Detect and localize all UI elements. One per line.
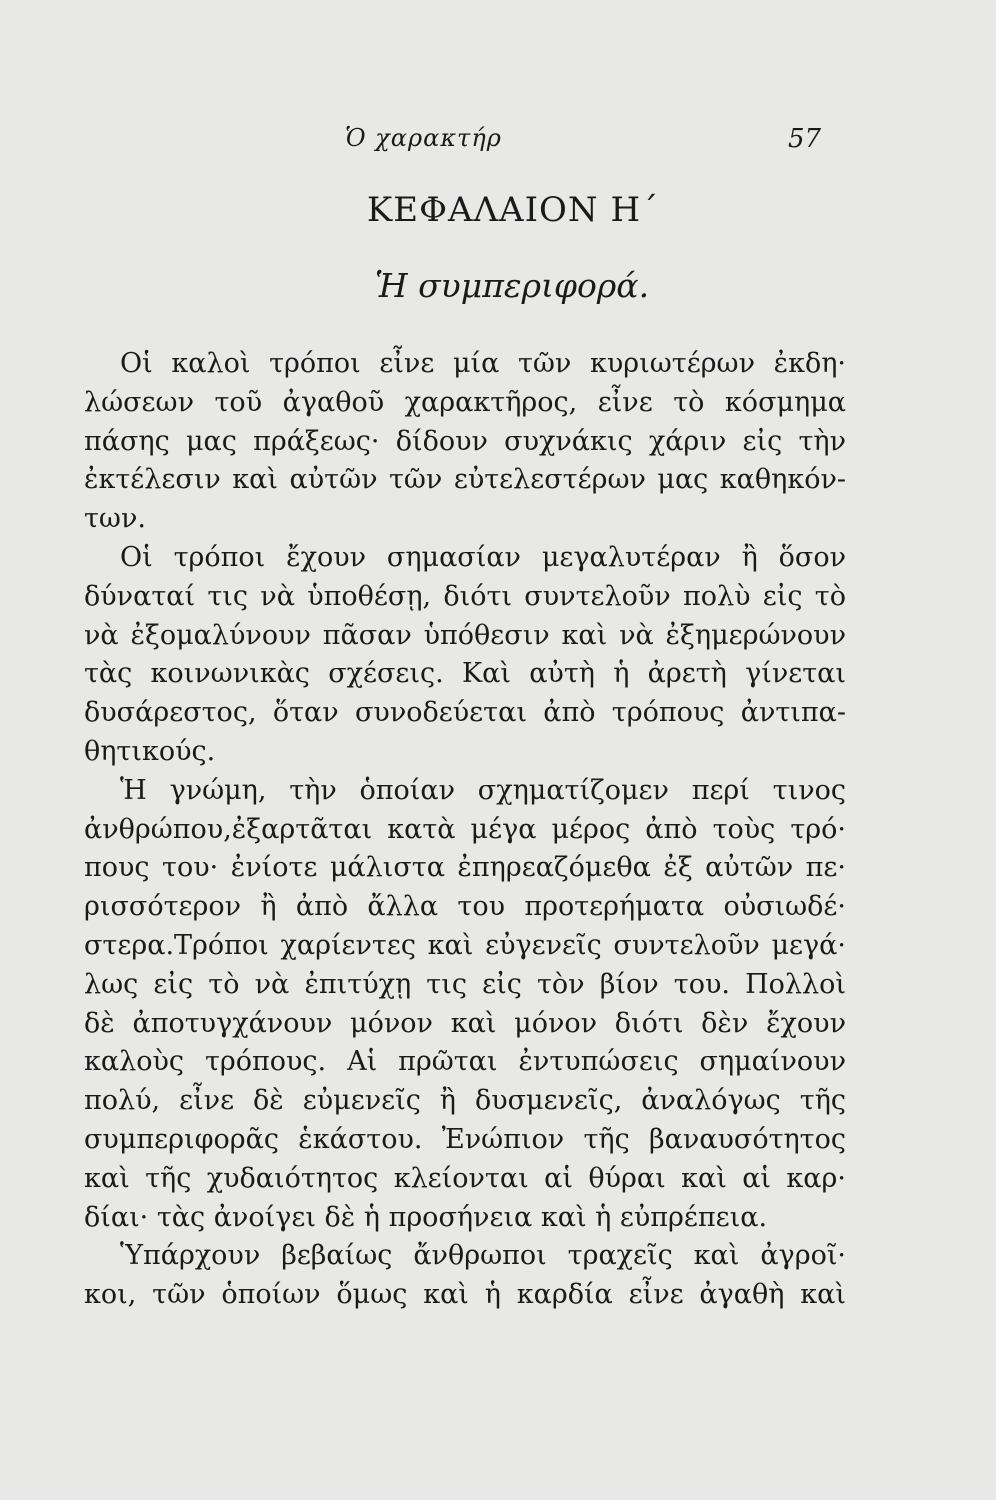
text-line: λώσεων τοῦ ἀγαθοῦ χαρακτῆρος, εἶνε τὸ κόσμημα — [84, 386, 846, 418]
page-number: 57 — [788, 124, 822, 154]
text-line: θητικούς. — [84, 735, 216, 767]
text-line: ἐκτέλεσιν καὶ αὐτῶν τῶν εὐτελεστέρων μας καθηκόν- — [84, 464, 846, 496]
text-line: Ἡ γνώμη, τὴν ὁποίαν σχηματίζομεν περί τινος — [120, 774, 846, 806]
text-line: συμπεριφορᾶς ἑκάστου. Ἐνώπιον τῆς βαναυσότητος — [84, 1123, 846, 1155]
text-line: λως εἰς τὸ νὰ ἐπιτύχῃ τις εἰς τὸν βίον του. Πολλοὶ — [84, 968, 846, 1000]
text-line: πολύ, εἶνε δὲ εὐμενεῖς ἢ δυσμενεῖς, ἀναλόγως τῆς — [84, 1085, 846, 1117]
text-line: δυσάρεστος, ὅταν συνοδεύεται ἀπὸ τρόπους ἀντιπα- — [84, 697, 846, 729]
running-title: Ὁ χαρακτήρ — [345, 124, 502, 152]
text-line: Οἱ καλοὶ τρόποι εἶνε μία τῶν κυριωτέρων ἐκδη· — [120, 348, 846, 379]
text-line: Οἱ τρόποι ἔχουν σημασίαν μεγαλυτέραν ἢ ὅσον — [120, 541, 846, 573]
text-line: νὰ ἐξομαλύνουν πᾶσαν ὑπόθεσιν καὶ νὰ ἐξημερώνουν — [84, 619, 846, 651]
text-line: Ὑπάρχουν βεβαίως ἄνθρωποι τραχεῖς καὶ ἀγροῖ· — [120, 1240, 846, 1272]
chapter-title: ΚΕΦΑΛΑΙΟΝ Η΄ — [366, 190, 660, 230]
body-text — [84, 345, 846, 1315]
text-line: δύναταί τις νὰ ὑποθέσῃ, διότι συντελοῦν πολὺ εἰς τὸ — [84, 580, 846, 612]
text-line: των. — [84, 503, 146, 535]
text-line: τὰς κοινωνικὰς σχέσεις. Καὶ αὐτὴ ἡ ἀρετὴ γίνεται — [84, 658, 846, 690]
text-line: δὲ ἀποτυγχάνουν μόνον καὶ μόνον διότι δὲν ἔχουν — [84, 1007, 846, 1039]
chapter-subtitle: Ἡ συμπεριφορά. — [374, 266, 650, 305]
text-line: πάσης μας πράξεως· δίδουν συχνάκις χάριν εἰς τὴν — [84, 425, 846, 457]
running-head — [0, 124, 996, 164]
text-line: καὶ τῆς χυδαιότητος κλείονται αἱ θύραι καὶ αἱ καρ· — [84, 1162, 846, 1194]
text-line: κοι, τῶν ὁποίων ὅμως καὶ ἡ καρδία εἶνε ἀγαθὴ καὶ — [84, 1279, 846, 1311]
text-line: ρισσότερον ἢ ἀπὸ ἄλλα του προτερήματα οὐσιωδέ· — [84, 891, 846, 923]
text-line: καλοὺς τρόπους. Αἱ πρῶται ἐντυπώσεις σημαίνουν — [84, 1046, 846, 1078]
text-line: ἀνθρώπου,ἐξαρτᾶται κατὰ μέγα μέρος ἀπὸ τοὺς τρό· — [84, 813, 846, 845]
text-line: πους του· ἐνίοτε μάλιστα ἐπηρεαζόμεθα ἐξ αὐτῶν πε· — [84, 852, 846, 884]
text-line: στερα.Τρόποι χαρίεντες καὶ εὐγενεῖς συντελοῦν μεγά· — [84, 929, 846, 961]
text-line: δίαι· τὰς ἀνοίγει δὲ ἡ προσήνεια καὶ ἡ εὐπρέπεια. — [84, 1201, 768, 1233]
